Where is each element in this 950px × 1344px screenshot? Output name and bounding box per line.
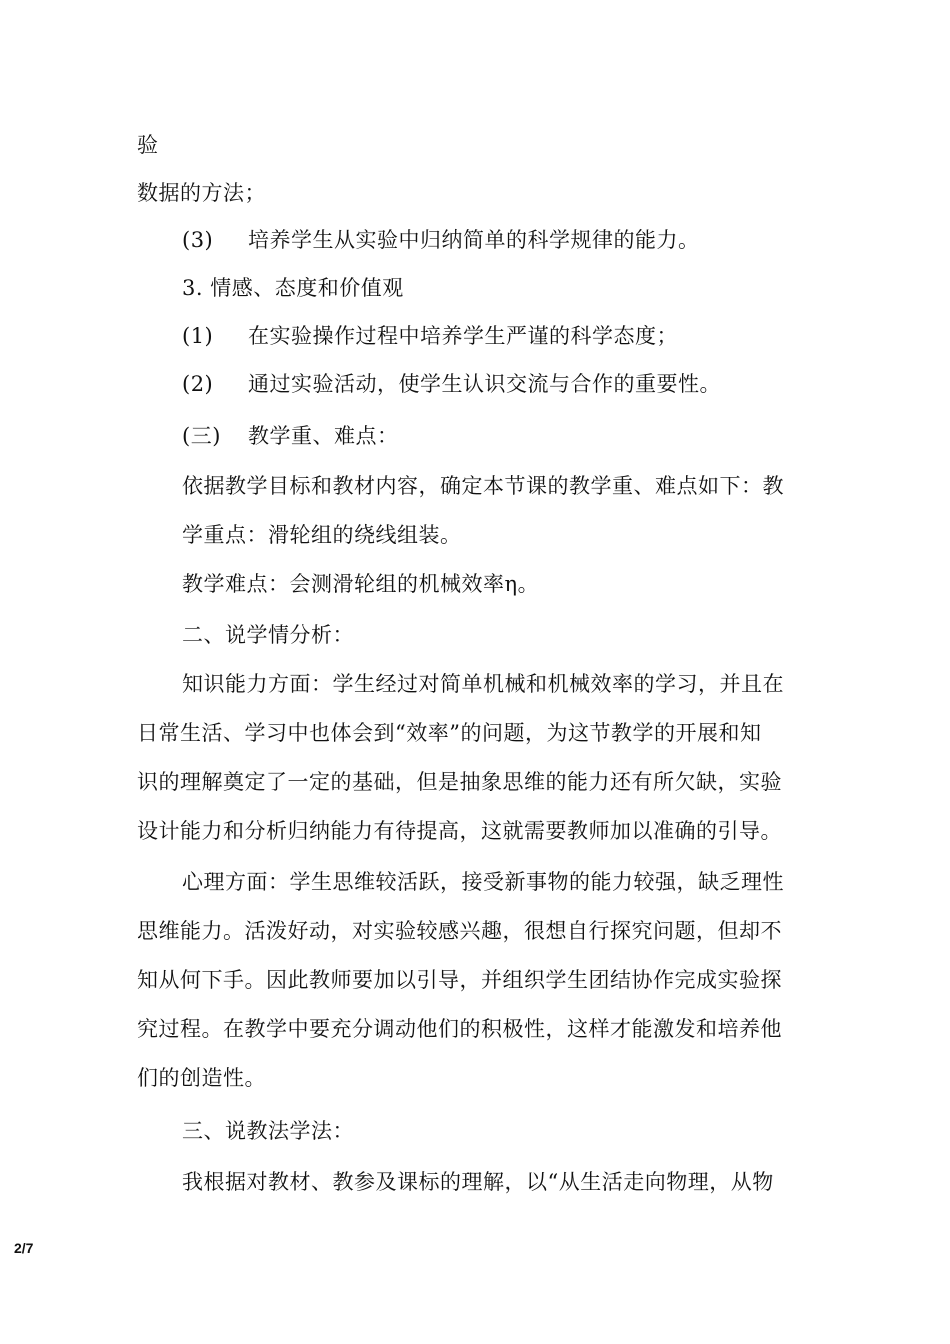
paragraph-line: 设计能力和分析归纳能力有待提高，这就需要教师加以准确的引导。 — [137, 819, 782, 843]
text-line: 教学难点：会测滑轮组的机械效率η。 — [182, 572, 540, 596]
numbered-item — [182, 226, 700, 254]
paragraph-line: 思维能力。活泼好动，对实验较感兴趣，很想自行探究问题，但却不 — [137, 919, 782, 943]
paragraph-line: 究过程。在教学中要充分调动他们的积极性，这样才能激发和培养他 — [137, 1017, 782, 1041]
item-text: 在实验操作过程中培养学生严谨的科学态度； — [248, 324, 678, 348]
item-text: 通过实验活动，使学生认识交流与合作的重要性。 — [248, 372, 721, 396]
page-number: 2/7 — [14, 1240, 34, 1256]
text-line: 数据的方法； — [137, 181, 266, 205]
section-heading — [182, 422, 399, 450]
paragraph-line: 们的创造性。 — [137, 1066, 266, 1090]
paragraph-line: 识的理解奠定了一定的基础，但是抽象思维的能力还有所欠缺，实验 — [137, 770, 782, 794]
paragraph-line: 心理方面：学生思维较活跃，接受新事物的能力较强，缺乏理性 — [182, 870, 784, 894]
text-line: 学重点：滑轮组的绕线组装。 — [182, 523, 462, 547]
item-number: (三) — [182, 424, 221, 448]
item-text: 培养学生从实验中归纳简单的科学规律的能力。 — [248, 228, 700, 252]
item-number: (2) — [182, 372, 214, 396]
paragraph-line: 我根据对教材、教参及课标的理解，以“从生活走向物理，从物 — [182, 1170, 774, 1194]
section-heading: 二、说学情分析： — [182, 623, 354, 647]
text-line: 验 — [137, 133, 159, 157]
paragraph-line: 知识能力方面：学生经过对简单机械和机械效率的学习，并且在 — [182, 672, 784, 696]
paragraph-line: 知从何下手。因此教师要加以引导，并组织学生团结协作完成实验探 — [137, 968, 782, 992]
paragraph-line: 日常生活、学习中也体会到“效率”的问题，为这节教学的开展和知 — [137, 721, 762, 745]
section-heading: 三、说教法学法： — [182, 1119, 354, 1143]
item-number: (1) — [182, 324, 214, 348]
numbered-item — [182, 322, 678, 350]
text-line: 依据教学目标和教材内容，确定本节课的教学重、难点如下：教 — [182, 474, 784, 498]
numbered-item — [182, 370, 721, 398]
item-text: 教学重、难点： — [248, 424, 399, 448]
item-number: (3) — [182, 228, 214, 252]
section-heading: 3. 情感、态度和价值观 — [182, 276, 404, 300]
